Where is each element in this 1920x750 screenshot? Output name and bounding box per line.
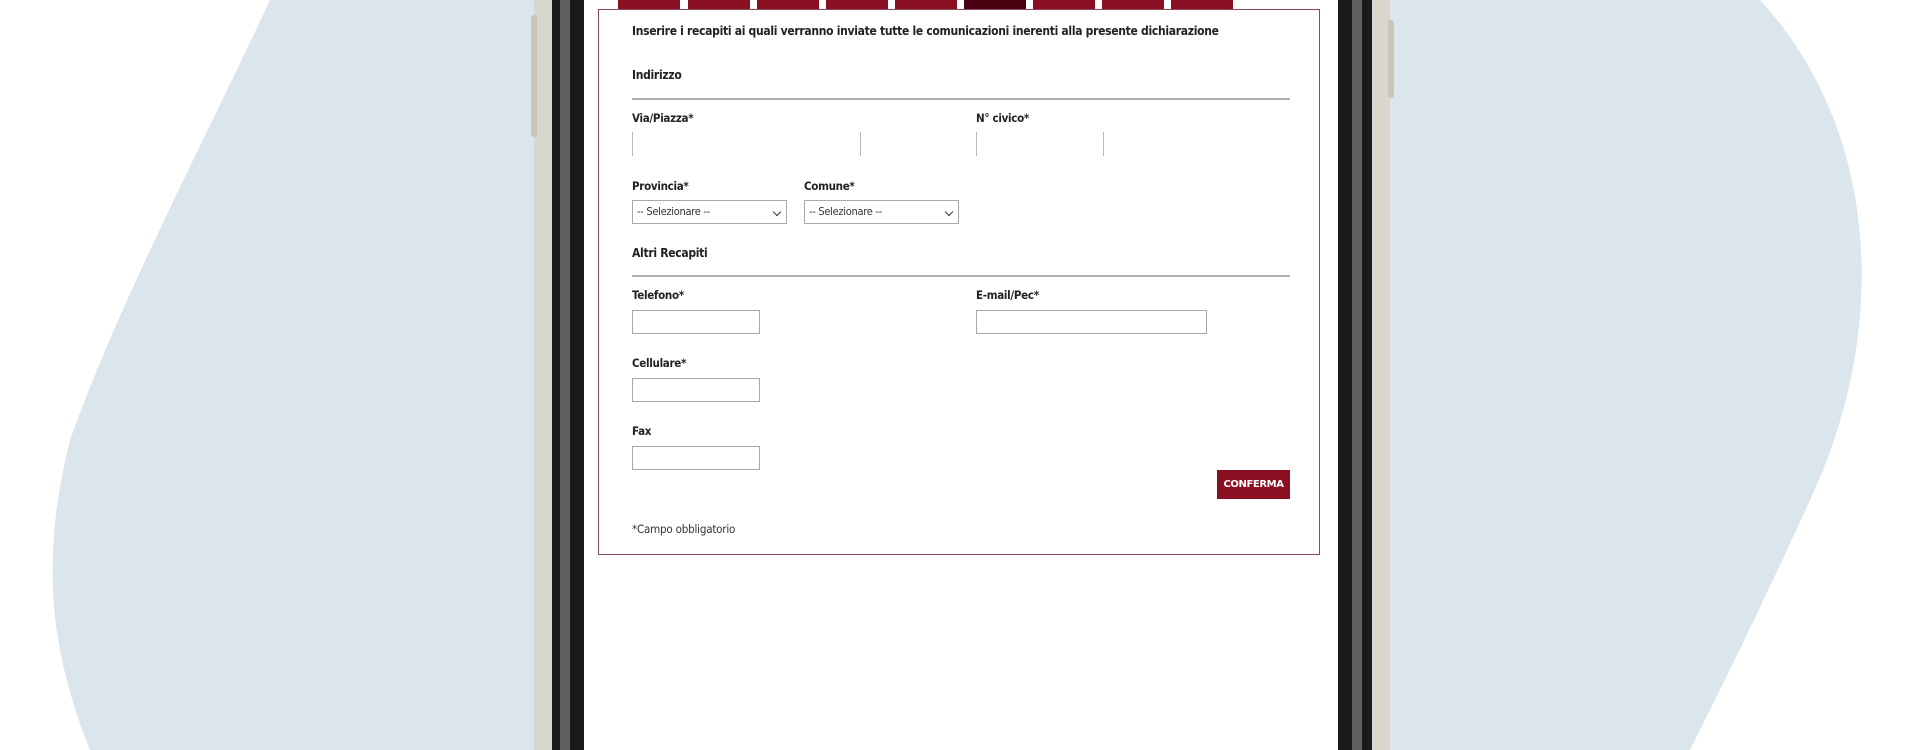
phone-side-button (531, 15, 537, 137)
step-tab-active[interactable] (964, 0, 1026, 9)
comune-label: Comune* (804, 179, 855, 193)
chevron-down-icon (945, 208, 953, 216)
step-tab[interactable] (757, 0, 819, 9)
comune-selected-value: -- Selezionare -- (809, 205, 882, 218)
step-tab[interactable] (895, 0, 957, 9)
fax-label: Fax (632, 424, 652, 438)
step-tab[interactable] (826, 0, 888, 9)
address-section-divider (632, 98, 1290, 100)
civic-number-input[interactable] (976, 132, 1104, 156)
email-input[interactable] (976, 310, 1207, 334)
step-tab[interactable] (618, 0, 680, 9)
phone-bezel-left-inner (560, 0, 570, 750)
civic-number-label: N° civico* (976, 111, 1030, 125)
step-tabs (618, 0, 1310, 9)
step-tab[interactable] (1033, 0, 1095, 9)
phone-side-button-right (1388, 20, 1394, 98)
fax-input[interactable] (632, 446, 760, 470)
step-tab[interactable] (1102, 0, 1164, 9)
address-section-title: Indirizzo (632, 68, 682, 82)
province-select[interactable] (632, 200, 787, 224)
street-input[interactable] (632, 132, 861, 156)
contact-form-card (598, 9, 1320, 555)
form-intro-text: Inserire i recapiti ai quali verranno inviate tutte le comunicazioni inerenti alla presente dichiarazione (632, 24, 1219, 38)
province-selected-value: -- Selezionare -- (637, 205, 710, 218)
step-tab[interactable] (688, 0, 750, 9)
mobile-input[interactable] (632, 378, 760, 402)
province-label: Provincia* (632, 179, 689, 193)
email-label: E-mail/Pec* (976, 288, 1039, 302)
step-tab[interactable] (1171, 0, 1233, 9)
phone-frame-right (1372, 0, 1390, 750)
required-field-note: *Campo obbligatorio (632, 522, 736, 536)
contacts-section-divider (632, 275, 1290, 277)
phone-screen (584, 0, 1338, 750)
comune-select[interactable] (804, 200, 959, 224)
confirm-button[interactable]: CONFERMA (1217, 470, 1290, 499)
chevron-down-icon (773, 208, 781, 216)
contacts-section-title: Altri Recapiti (632, 246, 708, 260)
phone-input[interactable] (632, 310, 760, 334)
phone-label: Telefono* (632, 288, 684, 302)
street-label: Via/Piazza* (632, 111, 694, 125)
phone-bezel-right-inner (1352, 0, 1362, 750)
mobile-label: Cellulare* (632, 356, 687, 370)
